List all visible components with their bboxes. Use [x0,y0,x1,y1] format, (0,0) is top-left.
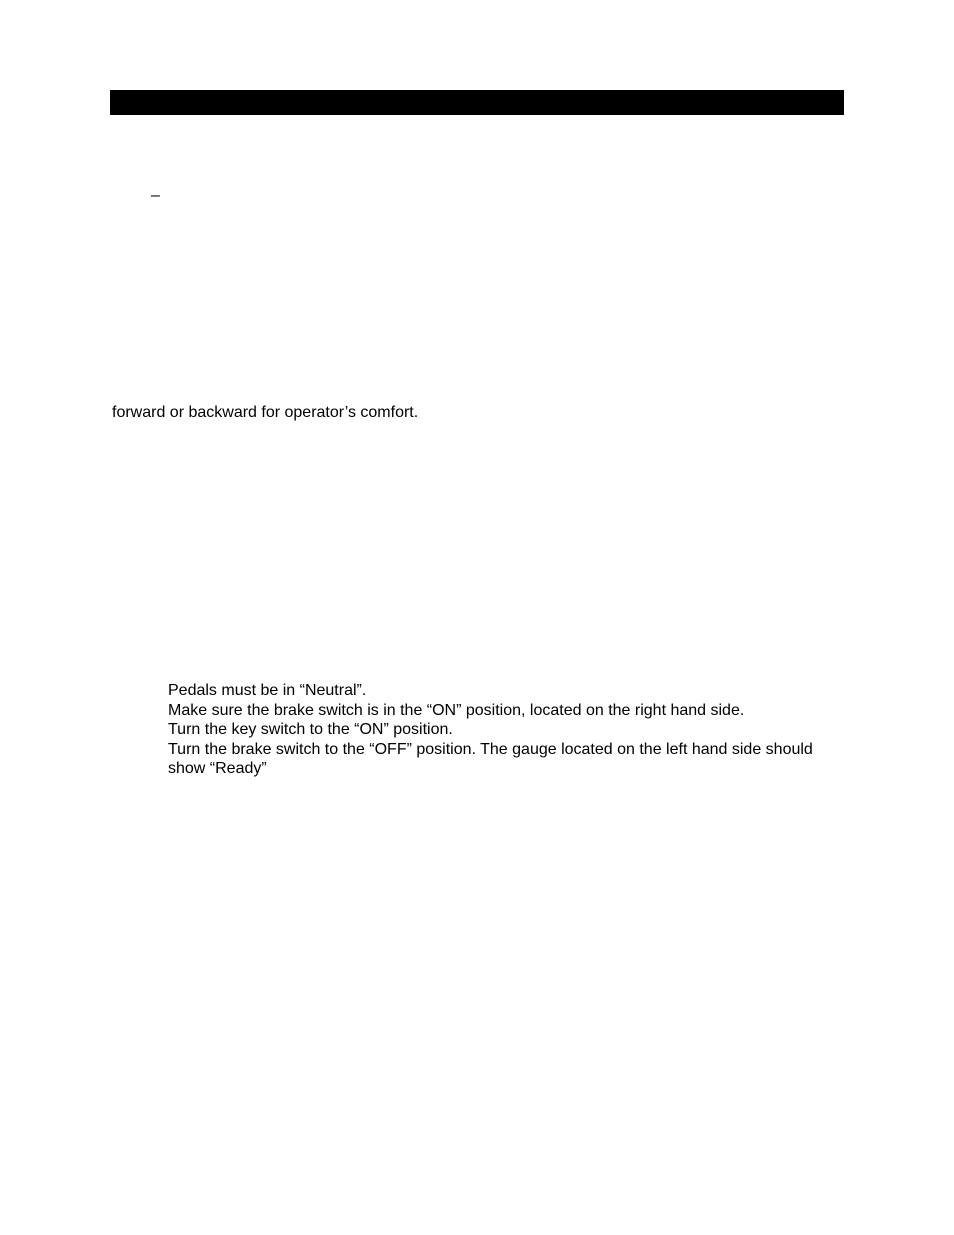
dash-mark: – [151,187,160,204]
step-item-neutral: Pedals must be in “Neutral”. [168,682,367,699]
step-item-brake-on: Make sure the brake switch is in the “ON” position, located on the right hand side. [168,701,745,719]
step-item-key-on: Turn the key switch to the “ON” position. [168,721,453,739]
step-item-brake-off: Turn the brake switch to the “OFF” position. The gauge located on the left hand side should show “Ready” [168,740,813,778]
startup-steps-list [168,681,828,779]
section-header-bar [110,90,844,115]
seat-adjustment-text: forward or backward for operator’s comfort. [112,404,419,421]
